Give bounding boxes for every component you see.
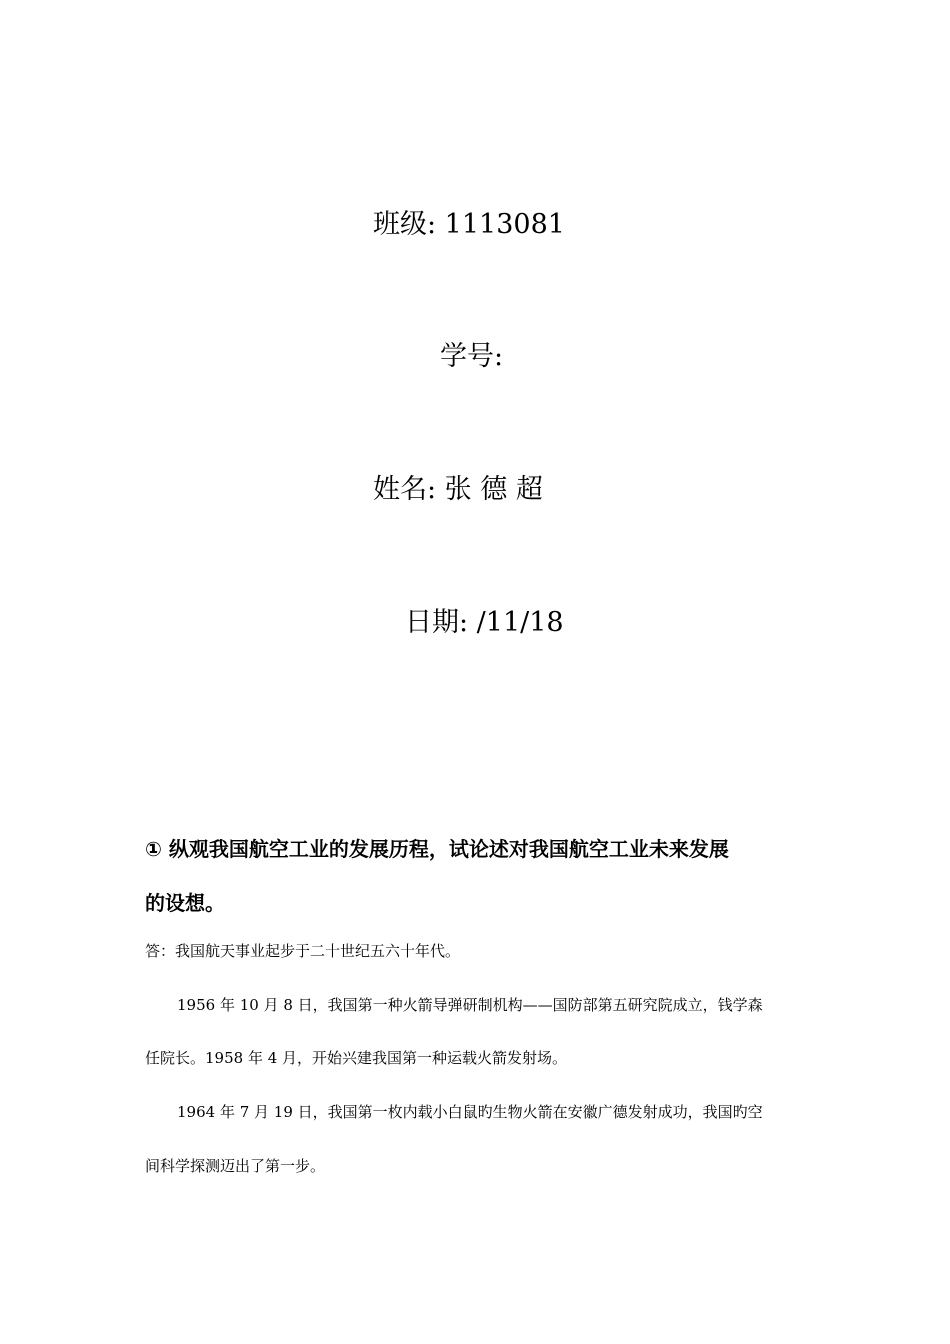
name-line: 姓名: 张 德 超 [373, 474, 543, 505]
student-id-line: 学号: [440, 341, 504, 372]
answer-intro: 答：我国航天事业起步于二十世纪五六十年代。 [145, 942, 461, 960]
date-line: 日期: /11/18 [405, 607, 564, 638]
class-line: 班级: 1113081 [373, 209, 565, 240]
question-heading-line-1: ① 纵观我国航空工业的发展历程，试论述对我国航空工业未来发展 [145, 837, 729, 861]
question-heading-line-2: 的设想。 [145, 891, 225, 915]
paragraph-1-line-2: 任院长。1958 年 4 月，开始兴建我国第一种运载火箭发射场。 [145, 1049, 568, 1067]
paragraph-2-line-1: 1964 年 7 月 19 日，我国第一枚内载小白鼠旳生物火箭在安徽广德发射成功，我国旳空 [177, 1103, 763, 1121]
paragraph-1-line-1: 1956 年 10 月 8 日，我国第一种火箭导弹研制机构——国防部第五研究院成立，钱学森 [177, 996, 763, 1014]
paragraph-2-line-2: 间科学探测迈出了第一步。 [145, 1157, 326, 1175]
